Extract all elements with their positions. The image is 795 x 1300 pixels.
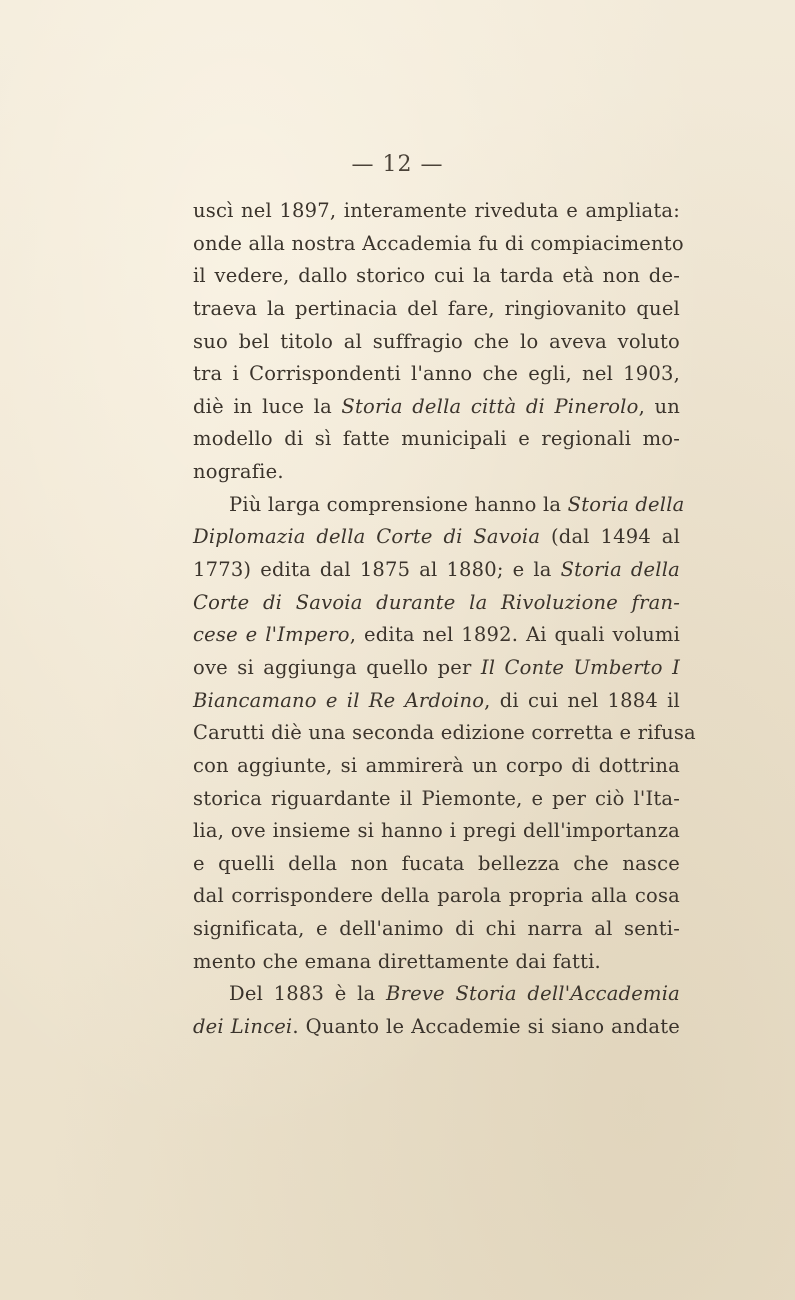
text-line: storica riguardante il Piemonte, e per ciò l'Ita- [193, 786, 680, 810]
text-line: traeva la pertinacia del fare, ringiovanito quel [193, 296, 680, 320]
book-title: cese e l'Impero [193, 623, 350, 647]
text-line: tra i Corrispondenti l'anno che egli, nel 1903, [193, 362, 680, 386]
text-line: lia, ove insieme si hanno i pregi dell'importanza [193, 819, 680, 843]
text-line: cese e l'Impero, edita nel 1892. Ai quali volumi [193, 623, 680, 647]
book-title: Breve Storia dell'Accademia [386, 982, 680, 1006]
text-line: Del 1883 è la Breve Storia dell'Accademia [229, 982, 680, 1006]
text-line [193, 587, 680, 620]
text-line: dal corrispondere della parola propria alla cosa [193, 884, 680, 908]
text-line: dei Lincei. Quanto le Accademie si siano andate [193, 1015, 680, 1039]
text-line: suo bel titolo al suffragio che lo aveva voluto [193, 329, 680, 353]
book-title: Corte di Savoia durante la Rivoluzione fran- [193, 590, 680, 614]
text-line: il vedere, dallo storico cui la tarda età non de- [193, 264, 680, 288]
book-title: dei Lincei [193, 1015, 293, 1039]
text-line: uscì nel 1897, interamente riveduta e ampliata: [193, 199, 680, 222]
text-line: onde alla nostra Accademia fu di compiacimento [193, 231, 684, 255]
text-line: mento che emana direttamente dai fatti. [193, 949, 601, 973]
text-line: Biancamano e il Re Ardoino, di cui nel 1884 il [193, 688, 680, 712]
text-line: diè in luce la Storia della città di Pinerolo, un [193, 394, 680, 418]
text-line: significata, e dell'animo di chi narra al senti- [193, 917, 680, 941]
book-title: Diplomazia della Corte di Savoia [193, 525, 541, 549]
text-line: con aggiunte, si ammirerà un corpo di dottrina [193, 753, 680, 777]
text-line: Più larga comprensione hanno la Storia della [229, 492, 685, 516]
text-line: e quelli della non fucata bellezza che nasce [193, 851, 680, 875]
book-title: Storia della [560, 558, 680, 582]
book-title: Storia della [567, 492, 685, 516]
book-title: Il Conte Umberto I [480, 655, 681, 679]
text-line: Diplomazia della Corte di Savoia (dal 1494 al [193, 525, 681, 549]
text-line: ove si aggiunga quello per Il Conte Umberto I [193, 655, 681, 679]
book-title: Storia della città di Pinerolo [341, 394, 639, 418]
text-line: Carutti diè una seconda edizione corretta e rifusa [193, 721, 696, 745]
text-line: 1773) edita dal 1875 al 1880; e la Storia della [193, 558, 680, 582]
page-number: — 12 — [351, 152, 444, 177]
body-text [193, 195, 696, 1044]
book-title: Biancamano e il Re Ardoino [193, 688, 485, 712]
text-line: modello di sì fatte municipali e regionali mo- [193, 427, 680, 451]
text-line: nografie. [193, 460, 284, 484]
